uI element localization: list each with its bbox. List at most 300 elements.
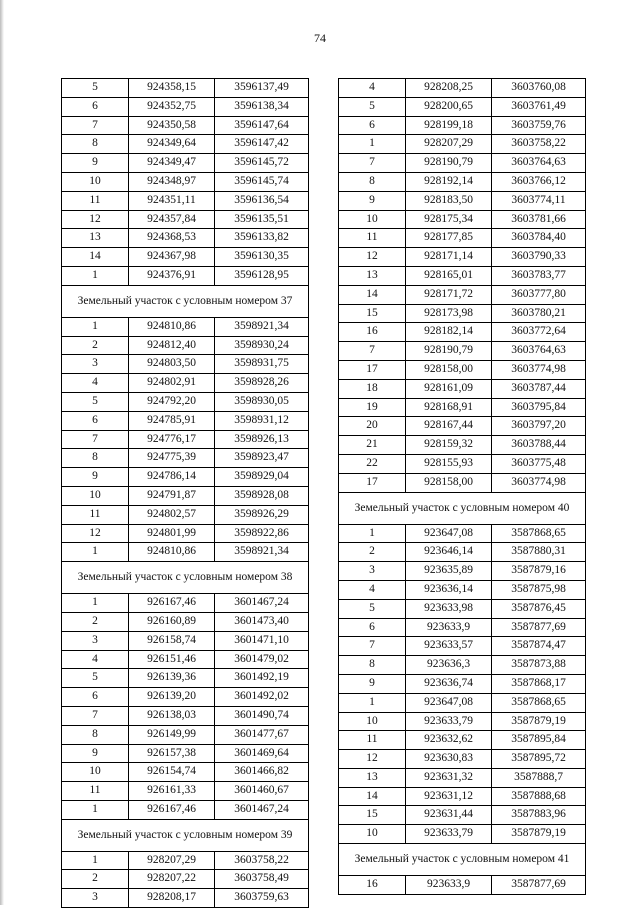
x-coordinate-cell: 923646,14 bbox=[406, 543, 492, 562]
y-coordinate-cell: 3598930,05 bbox=[215, 392, 309, 411]
coordinate-row bbox=[339, 191, 586, 210]
coordinate-row bbox=[62, 763, 309, 782]
y-coordinate-cell: 3587874,47 bbox=[492, 637, 586, 656]
y-coordinate-cell: 3587876,45 bbox=[492, 599, 586, 618]
x-coordinate-cell: 923647,08 bbox=[406, 524, 492, 543]
coordinate-row bbox=[339, 323, 586, 342]
x-coordinate-cell: 924349,64 bbox=[129, 135, 215, 154]
y-coordinate-cell: 3598928,08 bbox=[215, 486, 309, 505]
x-coordinate-cell: 924357,84 bbox=[129, 210, 215, 229]
x-coordinate-cell: 924775,39 bbox=[129, 449, 215, 468]
coordinate-row bbox=[62, 870, 309, 889]
y-coordinate-cell: 3603764,63 bbox=[492, 342, 586, 361]
y-coordinate-cell: 3603766,12 bbox=[492, 172, 586, 191]
x-coordinate-cell: 926160,89 bbox=[129, 612, 215, 631]
x-coordinate-cell: 926154,74 bbox=[129, 763, 215, 782]
coordinate-row bbox=[62, 172, 309, 191]
point-number-cell: 4 bbox=[62, 650, 129, 669]
coordinate-row bbox=[62, 543, 309, 562]
point-number-cell: 7 bbox=[62, 430, 129, 449]
x-coordinate-cell: 928207,29 bbox=[406, 135, 492, 154]
parcel-header-row bbox=[339, 844, 586, 876]
y-coordinate-cell: 3596137,49 bbox=[215, 79, 309, 98]
y-coordinate-cell: 3603759,76 bbox=[492, 116, 586, 135]
coordinate-row bbox=[339, 618, 586, 637]
coordinate-row bbox=[339, 806, 586, 825]
x-coordinate-cell: 923631,12 bbox=[406, 787, 492, 806]
x-coordinate-cell: 926158,74 bbox=[129, 631, 215, 650]
x-coordinate-cell: 924348,97 bbox=[129, 172, 215, 191]
x-coordinate-cell: 923631,44 bbox=[406, 806, 492, 825]
point-number-cell: 11 bbox=[62, 782, 129, 801]
coordinate-row bbox=[62, 411, 309, 430]
x-coordinate-cell: 924376,91 bbox=[129, 266, 215, 285]
coordinate-row bbox=[62, 392, 309, 411]
x-coordinate-cell: 924792,20 bbox=[129, 392, 215, 411]
coordinate-row bbox=[339, 712, 586, 731]
point-number-cell: 5 bbox=[62, 669, 129, 688]
coordinate-row bbox=[339, 79, 586, 98]
left-coordinates-table bbox=[61, 78, 309, 908]
coordinate-row bbox=[62, 430, 309, 449]
x-coordinate-cell: 924358,15 bbox=[129, 79, 215, 98]
y-coordinate-cell: 3587883,96 bbox=[492, 806, 586, 825]
coordinate-row bbox=[339, 750, 586, 769]
coordinate-row bbox=[62, 355, 309, 374]
point-number-cell: 7 bbox=[62, 706, 129, 725]
point-number-cell: 12 bbox=[339, 750, 406, 769]
y-coordinate-cell: 3587895,72 bbox=[492, 750, 586, 769]
coordinate-row bbox=[62, 229, 309, 248]
y-coordinate-cell: 3601460,67 bbox=[215, 782, 309, 801]
y-coordinate-cell: 3603788,44 bbox=[492, 436, 586, 455]
coordinate-row bbox=[339, 116, 586, 135]
y-coordinate-cell: 3601471,10 bbox=[215, 631, 309, 650]
y-coordinate-cell: 3596133,82 bbox=[215, 229, 309, 248]
x-coordinate-cell: 924368,53 bbox=[129, 229, 215, 248]
x-coordinate-cell: 923633,79 bbox=[406, 712, 492, 731]
coordinate-row bbox=[62, 468, 309, 487]
point-number-cell: 6 bbox=[62, 97, 129, 116]
point-number-cell: 9 bbox=[62, 154, 129, 173]
point-number-cell: 19 bbox=[339, 398, 406, 417]
point-number-cell: 8 bbox=[339, 172, 406, 191]
point-number-cell: 2 bbox=[339, 543, 406, 562]
point-number-cell: 7 bbox=[339, 342, 406, 361]
coordinate-row bbox=[339, 342, 586, 361]
left-table-body bbox=[62, 79, 309, 908]
x-coordinate-cell: 924786,14 bbox=[129, 468, 215, 487]
coordinate-row bbox=[339, 172, 586, 191]
point-number-cell: 18 bbox=[339, 379, 406, 398]
x-coordinate-cell: 924791,87 bbox=[129, 486, 215, 505]
point-number-cell: 6 bbox=[62, 688, 129, 707]
point-number-cell: 3 bbox=[339, 562, 406, 581]
x-coordinate-cell: 928168,91 bbox=[406, 398, 492, 417]
y-coordinate-cell: 3598926,29 bbox=[215, 505, 309, 524]
y-coordinate-cell: 3603781,66 bbox=[492, 210, 586, 229]
point-number-cell: 12 bbox=[339, 248, 406, 267]
x-coordinate-cell: 924352,75 bbox=[129, 97, 215, 116]
x-coordinate-cell: 923633,9 bbox=[406, 618, 492, 637]
point-number-cell: 14 bbox=[339, 285, 406, 304]
coordinate-row bbox=[339, 524, 586, 543]
point-number-cell: 12 bbox=[62, 524, 129, 543]
point-number-cell: 4 bbox=[339, 79, 406, 98]
y-coordinate-cell: 3587879,19 bbox=[492, 712, 586, 731]
point-number-cell: 4 bbox=[62, 374, 129, 393]
coordinate-row bbox=[62, 631, 309, 650]
y-coordinate-cell: 3587873,88 bbox=[492, 656, 586, 675]
point-number-cell: 5 bbox=[62, 392, 129, 411]
coordinate-row bbox=[339, 580, 586, 599]
point-number-cell: 1 bbox=[62, 851, 129, 870]
coordinate-row bbox=[339, 398, 586, 417]
y-coordinate-cell: 3596145,74 bbox=[215, 172, 309, 191]
coordinate-row bbox=[339, 637, 586, 656]
x-coordinate-cell: 928199,18 bbox=[406, 116, 492, 135]
point-number-cell: 9 bbox=[339, 191, 406, 210]
coordinate-row bbox=[339, 825, 586, 844]
coordinate-row bbox=[339, 135, 586, 154]
x-coordinate-cell: 928158,00 bbox=[406, 473, 492, 492]
coordinate-row bbox=[339, 304, 586, 323]
y-coordinate-cell: 3596147,64 bbox=[215, 116, 309, 135]
point-number-cell: 9 bbox=[62, 468, 129, 487]
parcel-header: Земельный участок с условным номером 39 bbox=[62, 819, 309, 851]
coordinate-row bbox=[62, 97, 309, 116]
parcel-header: Земельный участок с условным номером 41 bbox=[339, 844, 586, 876]
point-number-cell: 16 bbox=[339, 323, 406, 342]
y-coordinate-cell: 3598931,12 bbox=[215, 411, 309, 430]
x-coordinate-cell: 928208,17 bbox=[129, 889, 215, 908]
coordinate-row bbox=[62, 669, 309, 688]
y-coordinate-cell: 3603774,98 bbox=[492, 360, 586, 379]
y-coordinate-cell: 3603797,20 bbox=[492, 417, 586, 436]
y-coordinate-cell: 3603780,21 bbox=[492, 304, 586, 323]
parcel-header-row bbox=[62, 285, 309, 317]
point-number-cell: 9 bbox=[62, 744, 129, 763]
y-coordinate-cell: 3601467,24 bbox=[215, 594, 309, 613]
y-coordinate-cell: 3603783,77 bbox=[492, 266, 586, 285]
parcel-header: Земельный участок с условным номером 37 bbox=[62, 285, 309, 317]
x-coordinate-cell: 923636,14 bbox=[406, 580, 492, 599]
point-number-cell: 15 bbox=[339, 304, 406, 323]
x-coordinate-cell: 928207,29 bbox=[129, 851, 215, 870]
y-coordinate-cell: 3603787,44 bbox=[492, 379, 586, 398]
x-coordinate-cell: 924776,17 bbox=[129, 430, 215, 449]
point-number-cell: 1 bbox=[62, 317, 129, 336]
y-coordinate-cell: 3598926,13 bbox=[215, 430, 309, 449]
x-coordinate-cell: 926157,38 bbox=[129, 744, 215, 763]
y-coordinate-cell: 3587880,31 bbox=[492, 543, 586, 562]
y-coordinate-cell: 3603790,33 bbox=[492, 248, 586, 267]
x-coordinate-cell: 928173,98 bbox=[406, 304, 492, 323]
coordinate-row bbox=[62, 594, 309, 613]
point-number-cell: 3 bbox=[62, 631, 129, 650]
y-coordinate-cell: 3603758,22 bbox=[492, 135, 586, 154]
coordinate-row bbox=[339, 454, 586, 473]
point-number-cell: 14 bbox=[339, 787, 406, 806]
y-coordinate-cell: 3587877,69 bbox=[492, 876, 586, 895]
coordinate-row bbox=[339, 360, 586, 379]
point-number-cell: 17 bbox=[339, 473, 406, 492]
point-number-cell: 1 bbox=[339, 693, 406, 712]
x-coordinate-cell: 924802,57 bbox=[129, 505, 215, 524]
y-coordinate-cell: 3601473,40 bbox=[215, 612, 309, 631]
parcel-header-row bbox=[62, 819, 309, 851]
point-number-cell: 5 bbox=[339, 97, 406, 116]
coordinate-row bbox=[339, 562, 586, 581]
point-number-cell: 1 bbox=[339, 524, 406, 543]
y-coordinate-cell: 3596135,51 bbox=[215, 210, 309, 229]
x-coordinate-cell: 923632,62 bbox=[406, 731, 492, 750]
y-coordinate-cell: 3587879,19 bbox=[492, 825, 586, 844]
coordinate-row bbox=[62, 154, 309, 173]
coordinate-row bbox=[62, 524, 309, 543]
x-coordinate-cell: 926139,20 bbox=[129, 688, 215, 707]
x-coordinate-cell: 926151,46 bbox=[129, 650, 215, 669]
coordinate-row bbox=[339, 731, 586, 750]
y-coordinate-cell: 3603772,64 bbox=[492, 323, 586, 342]
y-coordinate-cell: 3601477,67 bbox=[215, 725, 309, 744]
parcel-header: Земельный участок с условным номером 40 bbox=[339, 492, 586, 524]
x-coordinate-cell: 924810,86 bbox=[129, 543, 215, 562]
x-coordinate-cell: 923633,98 bbox=[406, 599, 492, 618]
coordinate-row bbox=[339, 656, 586, 675]
coordinate-row bbox=[62, 248, 309, 267]
coordinate-row bbox=[339, 787, 586, 806]
point-number-cell: 1 bbox=[62, 266, 129, 285]
x-coordinate-cell: 928171,72 bbox=[406, 285, 492, 304]
coordinate-row bbox=[62, 374, 309, 393]
y-coordinate-cell: 3598923,47 bbox=[215, 449, 309, 468]
point-number-cell: 21 bbox=[339, 436, 406, 455]
x-coordinate-cell: 926139,36 bbox=[129, 669, 215, 688]
y-coordinate-cell: 3603774,11 bbox=[492, 191, 586, 210]
y-coordinate-cell: 3587879,16 bbox=[492, 562, 586, 581]
y-coordinate-cell: 3587868,65 bbox=[492, 524, 586, 543]
point-number-cell: 13 bbox=[339, 768, 406, 787]
x-coordinate-cell: 926167,46 bbox=[129, 594, 215, 613]
point-number-cell: 5 bbox=[339, 599, 406, 618]
y-coordinate-cell: 3603760,08 bbox=[492, 79, 586, 98]
point-number-cell: 8 bbox=[62, 449, 129, 468]
y-coordinate-cell: 3596147,42 bbox=[215, 135, 309, 154]
x-coordinate-cell: 924367,98 bbox=[129, 248, 215, 267]
x-coordinate-cell: 928200,65 bbox=[406, 97, 492, 116]
y-coordinate-cell: 3603761,49 bbox=[492, 97, 586, 116]
point-number-cell: 10 bbox=[339, 712, 406, 731]
coordinate-row bbox=[339, 417, 586, 436]
point-number-cell: 10 bbox=[339, 210, 406, 229]
y-coordinate-cell: 3596130,35 bbox=[215, 248, 309, 267]
coordinate-row bbox=[62, 725, 309, 744]
y-coordinate-cell: 3587888,7 bbox=[492, 768, 586, 787]
y-coordinate-cell: 3603764,63 bbox=[492, 154, 586, 173]
coordinate-row bbox=[62, 135, 309, 154]
x-coordinate-cell: 928183,50 bbox=[406, 191, 492, 210]
x-coordinate-cell: 923635,89 bbox=[406, 562, 492, 581]
coordinate-row bbox=[62, 612, 309, 631]
y-coordinate-cell: 3598931,75 bbox=[215, 355, 309, 374]
coordinate-row bbox=[62, 79, 309, 98]
x-coordinate-cell: 924810,86 bbox=[129, 317, 215, 336]
coordinate-row bbox=[339, 210, 586, 229]
y-coordinate-cell: 3587875,98 bbox=[492, 580, 586, 599]
coordinate-row bbox=[62, 191, 309, 210]
point-number-cell: 15 bbox=[339, 806, 406, 825]
y-coordinate-cell: 3601479,02 bbox=[215, 650, 309, 669]
coordinate-row bbox=[62, 210, 309, 229]
y-coordinate-cell: 3601492,02 bbox=[215, 688, 309, 707]
point-number-cell: 11 bbox=[62, 505, 129, 524]
coordinate-row bbox=[62, 116, 309, 135]
point-number-cell: 6 bbox=[339, 618, 406, 637]
y-coordinate-cell: 3598929,04 bbox=[215, 468, 309, 487]
point-number-cell: 22 bbox=[339, 454, 406, 473]
point-number-cell: 7 bbox=[339, 637, 406, 656]
point-number-cell: 6 bbox=[339, 116, 406, 135]
y-coordinate-cell: 3598921,34 bbox=[215, 543, 309, 562]
x-coordinate-cell: 924803,50 bbox=[129, 355, 215, 374]
point-number-cell: 12 bbox=[62, 210, 129, 229]
point-number-cell: 13 bbox=[339, 266, 406, 285]
x-coordinate-cell: 926167,46 bbox=[129, 800, 215, 819]
x-coordinate-cell: 928167,44 bbox=[406, 417, 492, 436]
y-coordinate-cell: 3603758,22 bbox=[215, 851, 309, 870]
x-coordinate-cell: 928190,79 bbox=[406, 342, 492, 361]
y-coordinate-cell: 3601466,82 bbox=[215, 763, 309, 782]
coordinate-row bbox=[339, 674, 586, 693]
x-coordinate-cell: 924812,40 bbox=[129, 336, 215, 355]
point-number-cell: 2 bbox=[62, 870, 129, 889]
x-coordinate-cell: 923633,57 bbox=[406, 637, 492, 656]
point-number-cell: 8 bbox=[62, 135, 129, 154]
x-coordinate-cell: 923636,3 bbox=[406, 656, 492, 675]
y-coordinate-cell: 3601469,64 bbox=[215, 744, 309, 763]
y-coordinate-cell: 3603759,63 bbox=[215, 889, 309, 908]
point-number-cell: 13 bbox=[62, 229, 129, 248]
scan-edge-shadow bbox=[0, 0, 4, 905]
x-coordinate-cell: 924351,11 bbox=[129, 191, 215, 210]
point-number-cell: 8 bbox=[62, 725, 129, 744]
parcel-header: Земельный участок с условным номером 38 bbox=[62, 562, 309, 594]
y-coordinate-cell: 3601490,74 bbox=[215, 706, 309, 725]
x-coordinate-cell: 928158,00 bbox=[406, 360, 492, 379]
point-number-cell: 1 bbox=[62, 543, 129, 562]
x-coordinate-cell: 924350,58 bbox=[129, 116, 215, 135]
x-coordinate-cell: 928190,79 bbox=[406, 154, 492, 173]
point-number-cell: 10 bbox=[62, 763, 129, 782]
x-coordinate-cell: 924802,91 bbox=[129, 374, 215, 393]
coordinate-row bbox=[62, 449, 309, 468]
point-number-cell: 5 bbox=[62, 79, 129, 98]
coordinate-row bbox=[339, 285, 586, 304]
coordinate-row bbox=[62, 486, 309, 505]
coordinate-row bbox=[62, 800, 309, 819]
point-number-cell: 8 bbox=[339, 656, 406, 675]
y-coordinate-cell: 3598921,34 bbox=[215, 317, 309, 336]
y-coordinate-cell: 3603784,40 bbox=[492, 229, 586, 248]
coordinate-row bbox=[62, 505, 309, 524]
coordinate-row bbox=[62, 650, 309, 669]
point-number-cell: 10 bbox=[62, 172, 129, 191]
point-number-cell: 6 bbox=[62, 411, 129, 430]
coordinate-row bbox=[339, 543, 586, 562]
right-coordinates-table bbox=[338, 78, 586, 895]
y-coordinate-cell: 3598928,26 bbox=[215, 374, 309, 393]
x-coordinate-cell: 928175,34 bbox=[406, 210, 492, 229]
coordinate-row bbox=[339, 599, 586, 618]
x-coordinate-cell: 926161,33 bbox=[129, 782, 215, 801]
coordinate-row bbox=[62, 317, 309, 336]
coordinate-row bbox=[339, 436, 586, 455]
point-number-cell: 1 bbox=[62, 594, 129, 613]
point-number-cell: 17 bbox=[339, 360, 406, 379]
coordinate-row bbox=[339, 768, 586, 787]
point-number-cell: 14 bbox=[62, 248, 129, 267]
point-number-cell: 20 bbox=[339, 417, 406, 436]
y-coordinate-cell: 3603795,84 bbox=[492, 398, 586, 417]
coordinate-row bbox=[339, 473, 586, 492]
point-number-cell: 11 bbox=[339, 731, 406, 750]
y-coordinate-cell: 3587868,17 bbox=[492, 674, 586, 693]
point-number-cell: 10 bbox=[339, 825, 406, 844]
x-coordinate-cell: 928161,09 bbox=[406, 379, 492, 398]
x-coordinate-cell: 923631,32 bbox=[406, 768, 492, 787]
point-number-cell: 2 bbox=[62, 336, 129, 355]
y-coordinate-cell: 3596138,34 bbox=[215, 97, 309, 116]
y-coordinate-cell: 3587888,68 bbox=[492, 787, 586, 806]
point-number-cell: 11 bbox=[62, 191, 129, 210]
right-table-body bbox=[339, 79, 586, 895]
point-number-cell: 3 bbox=[62, 355, 129, 374]
coordinate-row bbox=[62, 851, 309, 870]
x-coordinate-cell: 928182,14 bbox=[406, 323, 492, 342]
y-coordinate-cell: 3603777,80 bbox=[492, 285, 586, 304]
coordinate-row bbox=[339, 693, 586, 712]
y-coordinate-cell: 3587895,84 bbox=[492, 731, 586, 750]
coordinate-row bbox=[339, 154, 586, 173]
coordinate-row bbox=[62, 336, 309, 355]
x-coordinate-cell: 924801,99 bbox=[129, 524, 215, 543]
y-coordinate-cell: 3603774,98 bbox=[492, 473, 586, 492]
x-coordinate-cell: 923636,74 bbox=[406, 674, 492, 693]
coordinate-row bbox=[62, 782, 309, 801]
point-number-cell: 2 bbox=[62, 612, 129, 631]
x-coordinate-cell: 928171,14 bbox=[406, 248, 492, 267]
coordinate-row bbox=[339, 248, 586, 267]
x-coordinate-cell: 923633,9 bbox=[406, 876, 492, 895]
x-coordinate-cell: 923647,08 bbox=[406, 693, 492, 712]
y-coordinate-cell: 3587868,65 bbox=[492, 693, 586, 712]
point-number-cell: 9 bbox=[339, 674, 406, 693]
y-coordinate-cell: 3596136,54 bbox=[215, 191, 309, 210]
coordinate-row bbox=[339, 229, 586, 248]
coordinate-row bbox=[62, 744, 309, 763]
coordinate-row bbox=[62, 688, 309, 707]
y-coordinate-cell: 3603758,49 bbox=[215, 870, 309, 889]
x-coordinate-cell: 928159,32 bbox=[406, 436, 492, 455]
y-coordinate-cell: 3598922,86 bbox=[215, 524, 309, 543]
x-coordinate-cell: 928155,93 bbox=[406, 454, 492, 473]
y-coordinate-cell: 3598930,24 bbox=[215, 336, 309, 355]
point-number-cell: 7 bbox=[339, 154, 406, 173]
x-coordinate-cell: 926138,03 bbox=[129, 706, 215, 725]
x-coordinate-cell: 923630,83 bbox=[406, 750, 492, 769]
x-coordinate-cell: 928192,14 bbox=[406, 172, 492, 191]
